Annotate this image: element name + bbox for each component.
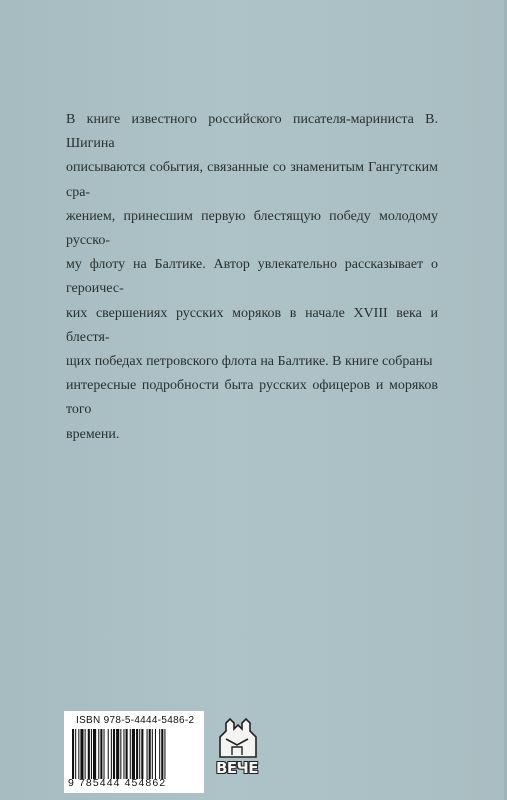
barcode-bar — [130, 729, 131, 779]
barcode-bar — [126, 729, 128, 779]
annotation-line-3: жением, принесшим первую блестящую победу молодому русско- — [66, 208, 438, 249]
barcode-bar — [98, 729, 99, 779]
barcode-bar — [132, 729, 135, 779]
barcode-bar — [155, 729, 156, 779]
isbn-barcode — [64, 711, 204, 793]
barcode-bar — [113, 729, 115, 779]
barcode-bar — [72, 729, 74, 779]
barcode-bar — [100, 729, 102, 779]
publisher-logo — [212, 715, 262, 787]
barcode-bar — [111, 729, 112, 779]
annotation-line-1: В книге известного российского писателя-мариниста В. Шигина — [66, 112, 438, 152]
barcode-bar — [91, 729, 92, 779]
barcode-digits: 9 785444 454862 — [68, 777, 167, 789]
annotation-line-8: времени. — [66, 426, 120, 442]
barcode-bar — [149, 729, 151, 779]
kremlin-tower-icon — [212, 715, 262, 761]
barcode-bar — [85, 729, 86, 779]
barcode-bar — [108, 729, 109, 779]
book-annotation — [66, 108, 438, 447]
annotation-line-5: ких свершениях русских моряков в начале XVIII века и блестя- — [66, 305, 438, 345]
barcode-bar — [164, 729, 165, 779]
barcode-bar — [93, 729, 96, 779]
barcode-bars — [72, 729, 196, 779]
barcode-bar — [88, 729, 90, 779]
annotation-line-4: му флоту на Балтике. Автор увлекательно рассказывает о героичес- — [66, 257, 438, 297]
annotation-line-6: щих победах петровского флота на Балтике. В книге собраны — [66, 354, 433, 370]
barcode-bar — [80, 729, 83, 779]
barcode-bar — [104, 729, 105, 779]
annotation-line-7: интересные подробности быта русских офицеров и моряков того — [66, 378, 438, 418]
barcode-bar — [123, 729, 124, 779]
isbn-number: ISBN 978-5-4444-5486-2 — [76, 715, 195, 726]
barcode-bar — [139, 729, 140, 779]
barcode-bar — [78, 729, 79, 779]
barcode-bar — [161, 729, 163, 779]
barcode-bar — [147, 729, 148, 779]
publisher-name: ВЕЧЕ — [215, 759, 259, 777]
barcode-bar — [116, 729, 119, 779]
annotation-line-2: описываются события, связанные со знаменитым Гангутским сра- — [66, 160, 438, 200]
barcode-bar — [120, 729, 121, 779]
barcode-bar — [141, 729, 143, 779]
barcode-bar — [75, 729, 76, 779]
barcode-bar — [152, 729, 153, 779]
barcode-bar — [159, 729, 160, 779]
barcode-bar — [136, 729, 138, 779]
